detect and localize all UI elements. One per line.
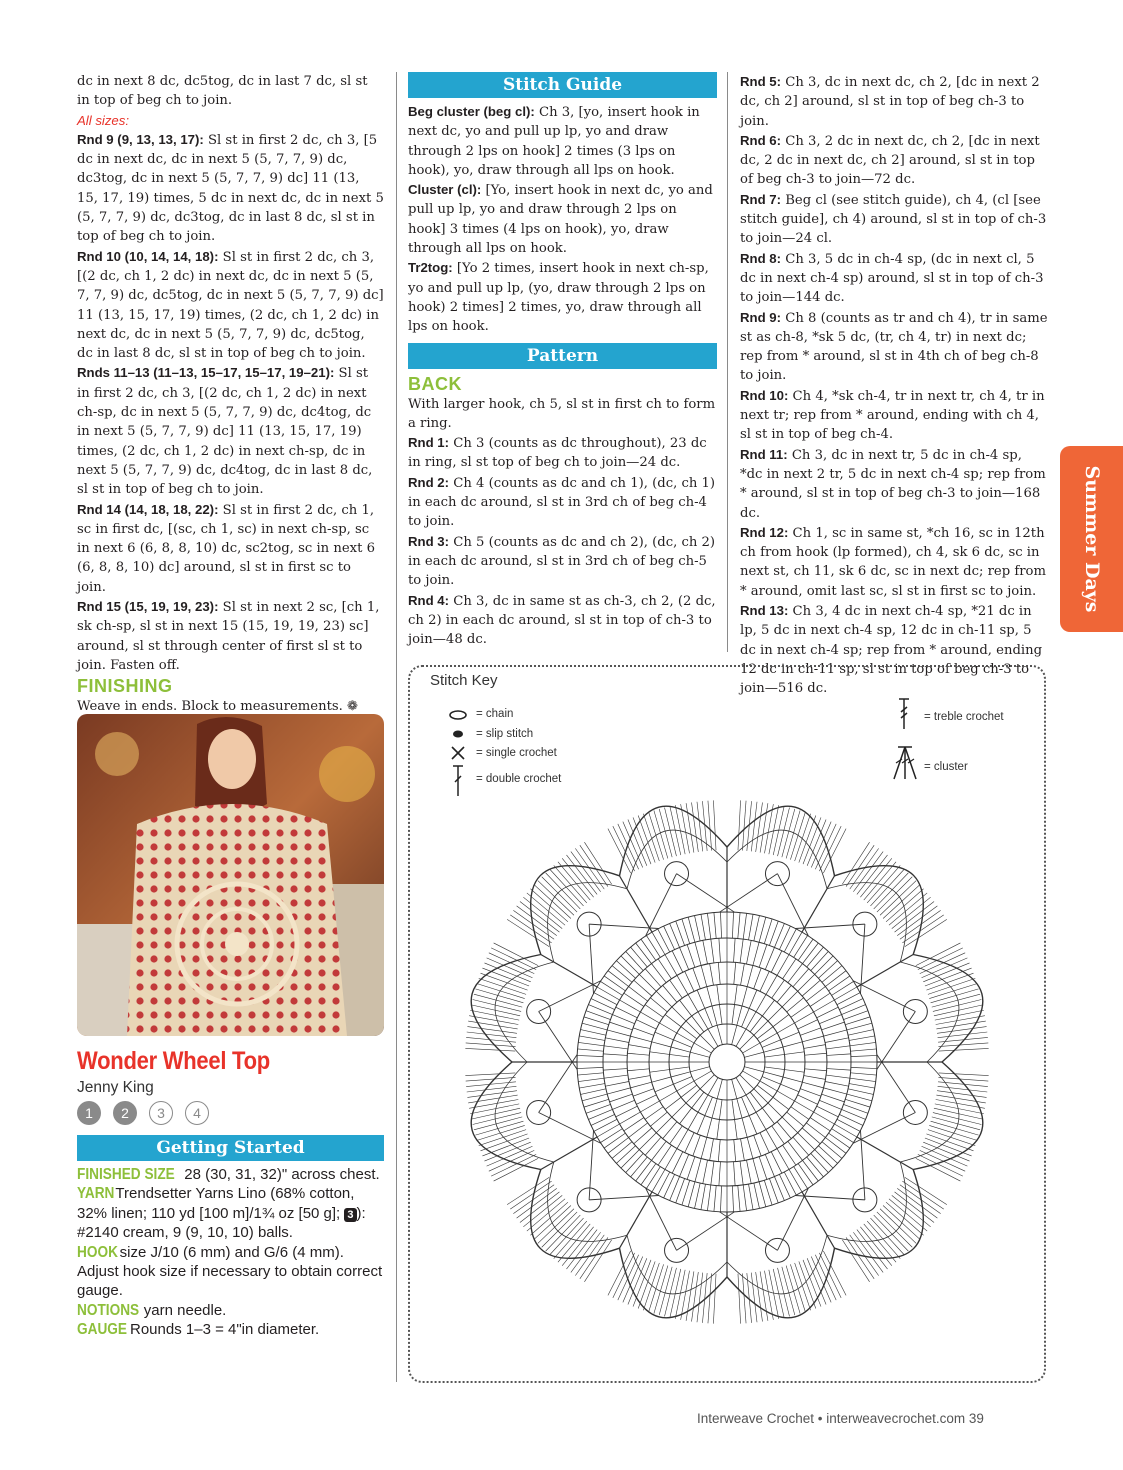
- finishing-heading: FINISHING: [77, 676, 173, 697]
- rnd2-block: Rnd 2: Ch 4 (counts as dc and ch 1), (dc, ch 1) in each dc around, sl st in 3rd ch of beg ch-4 to join.: [408, 474, 716, 530]
- column-right: [740, 72, 1048, 699]
- model-photo: [77, 714, 384, 1036]
- key-double: = double crochet: [476, 773, 562, 785]
- rnd9-block: Rnd 9: Ch 8 (counts as tr and ch 4), tr in same st as ch-8, *sk 5 dc, (tr, ch 4, tr) in next dc; rep from * around, sl st in 4th ch of beg ch-8 to join.: [740, 309, 1048, 384]
- back-heading: BACK: [408, 373, 462, 394]
- yarn: YARN Trendsetter Yarns Lino (68% cotton, 32% linen; 110 yd [100 m]/1¾ oz [50 g]; 3 ): #2140 cream, 9 (9, 10, 10) balls.: [77, 1185, 366, 1242]
- rnd8-block: Rnd 8: Ch 3, 5 dc in ch-4 sp, (dc in next cl, 5 dc in next ch-4 sp) around, sl st in top of ch-3 to join—144 dc.: [740, 250, 1044, 306]
- rnd11-block: Rnd 11: Ch 3, dc in next tr, 5 dc in ch-4 sp, *dc in next 2 tr, 5 dc in next ch-4 sp; rep from * around, sl st in top of beg ch-3 to join—168 dc.: [740, 446, 1046, 521]
- rnd4-block: Rnd 4: Ch 3, dc in same st as ch-3, ch 2, (2 dc, ch 2) in each dc around, sl st in top of ch-3 to join—48 dc.: [408, 592, 716, 648]
- rnd7-block: Rnd 7: Beg cl (see stitch guide), ch 4, (cl [see stitch guide], ch 4) around, sl st in top of ch-3 to join—24 cl.: [740, 191, 1047, 247]
- rnd11-block: Rnds 11–13 (11–13, 15–17, 15–17, 19–21): Sl st in first 2 dc, ch 3, [(2 dc, ch 1, 2 dc) in next ch-sp, dc in next 5 (5, 7, 7, 9) dc, dc4tog, dc in next 5 (5, 7, 7, 9) dc] 11 (13, 15, 17, 19) times, (2 dc, ch 1, 2 dc) in next ch-sp, dc in next 5 (5, 7, 7, 9) dc, dc4tog, dc in last 8 dc, sl st in top of beg ch to join.: [77, 365, 373, 498]
- skill-level-3: 3: [149, 1101, 173, 1125]
- skill-level: [77, 1101, 209, 1125]
- finishing-text: Weave in ends. Block to measurements. ❁: [77, 699, 359, 715]
- column-divider: [396, 72, 397, 1382]
- rnd1-block: Rnd 1: Ch 3 (counts as dc throughout), 23 dc in ring, sl st top of beg ch to join—24 dc.: [408, 435, 707, 471]
- back-intro: With larger hook, ch 5, sl st in first ch to form a ring.: [408, 396, 716, 431]
- yarn-weight-icon: 3: [344, 1208, 356, 1222]
- column-left: [77, 72, 384, 717]
- rnd6-block: Rnd 6: Ch 3, 2 dc in next dc, ch 2, [dc in next dc, 2 dc in next dc, ch 2] around, sl st in top of beg ch-3 to join—72 dc.: [740, 132, 1040, 188]
- key-slip: = slip stitch: [476, 728, 534, 740]
- rnd13-block: Rnd 13: Ch 3, 4 dc in next ch-4 sp, *21 dc in lp, 5 dc in next ch-4 sp, 12 dc in ch-11 sp, 5 dc in next ch-4 sp; rep from * around, ending 12 dc in ch-11 sp, sl st in top of beg ch-3 to join—516 dc.: [740, 603, 1043, 697]
- skill-level-1: 1: [77, 1101, 101, 1125]
- chain-icon: [450, 711, 466, 719]
- page-footer: Interweave Crochet • interweavecrochet.com 39: [697, 1411, 984, 1426]
- section-tab: [1060, 446, 1123, 632]
- project-author: Jenny King: [77, 1079, 154, 1096]
- finished-size: FINISHED SIZE 28 (30, 31, 32)" across chest.: [77, 1166, 380, 1183]
- rnd14-block: Rnd 14 (14, 18, 18, 22): Sl st in first 2 dc, ch 1, sc in first dc, [(sc, ch 1, sc) in next ch-sp, sc in next 6 (6, 8, 8, 10) dc, sc2tog, sc in next 6 (6, 8, 8, 10) dc] around, sl st in first sc to join.: [77, 501, 375, 595]
- beg-cluster-def: Beg cluster (beg cl): Ch 3, [yo, insert hook in next dc, yo and pull up lp, yo and draw through 2 lps on hook] 2 times (3 lps on hook), yo, draw through all lps on hook.: [408, 104, 700, 178]
- project-title: Wonder Wheel Top: [77, 1047, 270, 1075]
- key-cluster: = cluster: [924, 761, 968, 773]
- skill-level-2: 2: [113, 1101, 137, 1125]
- section-tab-label: Summer Days: [1080, 465, 1103, 613]
- key-chain: = chain: [476, 708, 514, 720]
- all-sizes-label: All sizes:: [77, 112, 130, 128]
- text-continuation: dc in next 8 dc, dc5tog, dc in last 7 dc, sl st in top of beg ch to join.: [77, 74, 368, 109]
- stitch-guide-header: Stitch Guide: [408, 72, 717, 98]
- doily-chart: [412, 750, 1042, 1380]
- skill-level-4: 4: [185, 1101, 209, 1125]
- rnd10-block: Rnd 10: Ch 4, *sk ch-4, tr in next tr, ch 4, tr in next tr; rep from * around, ending with ch 4, sl st in top of beg ch-4.: [740, 387, 1045, 443]
- rnd10-block: Rnd 10 (10, 14, 14, 18): Sl st in first 2 dc, ch 3, [(2 dc, ch 1, 2 dc) in next dc, dc in next 5 (5, 7, 7, 9) dc, dc5tog, dc in next 5 (5, 7, 7, 9) dc] 11 (13, 15, 17, 19) times, (2 dc, ch 1, 2 dc) in next dc, dc in next 5 (5, 7, 7, 9) dc, dc5tog, dc in last 8 dc, sl st in top of beg ch to join.: [77, 248, 384, 362]
- column-middle: [408, 72, 717, 649]
- key-single: = single crochet: [476, 747, 557, 759]
- key-treble: = treble crochet: [924, 711, 1004, 723]
- slip-stitch-icon: [453, 731, 463, 738]
- stitch-key-title: Stitch Key: [430, 672, 498, 689]
- cluster-def: Cluster (cl): [Yo, insert hook in next dc, yo and pull up lp, yo and draw through 2 lps on hook] 3 times (4 lps on hook), yo, draw through all lps on hook.: [408, 182, 713, 257]
- rnd9-block: Rnd 9 (9, 13, 13, 17): Sl st in first 2 dc, ch 3, [5 dc in next dc, dc in next 5 (5, 7, 7, 9) dc, dc3tog, dc in next 5 (5, 7, 7, 9) dc] 11 (13, 15, 17, 19) times, 5 dc in next dc, dc in next 5 (5, 7, 7, 9) dc, dc3tog, dc in last 8 dc, sl st in top of beg ch to join.: [77, 131, 384, 245]
- gauge: GAUGE Rounds 1–3 = 4"in diameter.: [77, 1321, 320, 1339]
- treble-crochet-icon: [899, 699, 909, 729]
- tr2tog-def: Tr2tog: [Yo 2 times, insert hook in next ch-sp, yo and pull up lp, (yo, draw through 2 lps on hook) 2 times] 2 times, yo, draw through all lps on hook.: [408, 260, 709, 335]
- notions: NOTIONS yarn needle.: [77, 1301, 227, 1319]
- column-divider: [727, 72, 728, 652]
- rnd3-block: Rnd 3: Ch 5 (counts as dc and ch 2), (dc, ch 2) in each dc around, sl st in 3rd ch of beg ch-5 to join.: [408, 533, 716, 589]
- pattern-header: Pattern: [408, 343, 717, 369]
- rnd15-block: Rnd 15 (15, 19, 19, 23): Sl st in next 2 sc, [ch 1, sk ch-sp, sl st in next 15 (15, 19, 19, 23) sc] around, sl st through center of first sl st to join. Fasten off.: [77, 599, 380, 673]
- rnd12-block: Rnd 12: Ch 1, sc in same st, *ch 16, sc in 12th ch from hook (lp formed), ch 4, sk 6 dc, sc in next st, ch 11, sk 6 dc, sc in next dc; rep from * around, omit last sc, sl st in first sc to join.: [740, 524, 1046, 599]
- hook: HOOK size J/10 (6 mm) and G/6 (4 mm). Adjust hook size if necessary to obtain correct gauge.: [77, 1243, 383, 1300]
- rnd5-block: Rnd 5: Ch 3, dc in next dc, ch 2, [dc in next 2 dc, ch 2] around, sl st in top of beg ch-3 to join.: [740, 74, 1040, 129]
- getting-started-details: [77, 1165, 384, 1340]
- getting-started-header: Getting Started: [77, 1135, 384, 1161]
